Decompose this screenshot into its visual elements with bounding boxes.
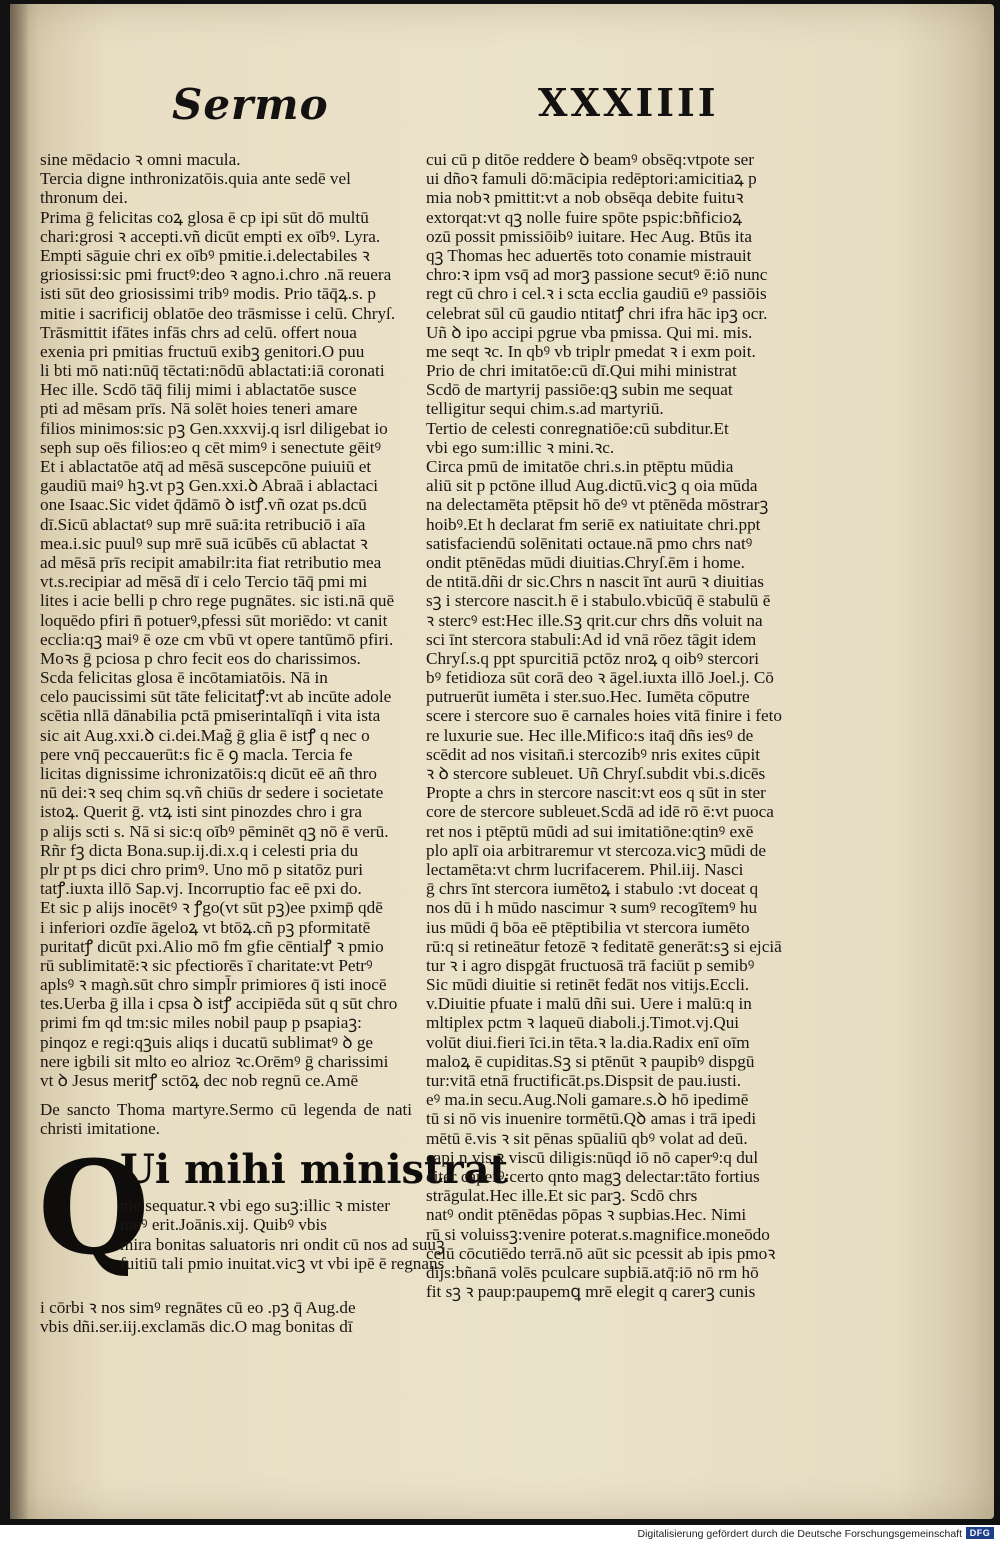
- incipit-text: [120, 1196, 445, 1273]
- text-line: thronum dei.: [40, 188, 128, 208]
- text-line: vt.s.recipiar ad mēsā dī i celo Tercio tāq̄ pmi mi: [40, 572, 368, 592]
- text-line: telligitur sequi chim.s.ad martyriū.: [426, 399, 664, 419]
- text-line: putruerūt iumēta i ster.suo.Hec. Iumēta cōputre: [426, 687, 750, 707]
- text-line: natꝰ ondit ptēnēdas pōpas ꝛ supbias.Hec. Nimi: [426, 1205, 747, 1225]
- text-line: maloꝝ ē cupiditas.Sꝫ si ptēnūt ꝛ paupibꝰ dispgū: [426, 1051, 755, 1071]
- text-line: isti sūt deo griosissimi tribꝰ modis. Prio tāq̄ꝝ.s. p: [40, 284, 376, 304]
- text-line: qꝫ Thomas hec aduertēs toto conamie mistrauit: [426, 245, 752, 265]
- text-line: ius mūdi q̄ bōa eē ptēptibilia vt stercora iumēto: [426, 917, 750, 937]
- text-line: ḡ chrs īnt stercora iumētoꝝ i stabulo :vt doceat q: [426, 879, 759, 899]
- text-line: Prio de chri imitatōe:cū dī.Qui mihi ministrat: [426, 361, 737, 381]
- text-line: extorqat:vt qꝫ nolle fuire spōte pspic:bñficioꝝ: [426, 207, 743, 227]
- text-line: Tercia digne inthronizatōis.quia ante sedē vel: [40, 169, 351, 189]
- text-line: strāgulat.Hec ille.Et sic parꝫ. Scdō chrs: [426, 1186, 698, 1206]
- text-line: Prima ḡ felicitas coꝝ glosa ē cp ipi sūt dō multū: [40, 207, 369, 227]
- text-line: lectamēta:vt chrm lucrifacerem. Phil.iij. Nasci: [426, 859, 744, 879]
- text-line: Hec ille. Scdō tāq̄ filij mimi i ablactatōe susce: [40, 380, 357, 400]
- text-line: Moꝛs ḡ pciosa p chro fecit eos do charissimos.: [40, 648, 361, 668]
- text-line: hoibꝰ.Et h declarat fm seriē ex natiuitate chri.ppt: [426, 514, 761, 534]
- text-line: Chryſ.s.q ppt spurcitiā pctōz nroꝝ q oibꝰ stercori: [426, 648, 759, 668]
- text-line: tū si nō vis inuenire tormētū.Qꝺ amas i trā ipedi: [426, 1109, 757, 1129]
- text-line: fuitiū tali pmio inuitat.vicꝫ vt vbi ipē ē regnans: [120, 1253, 445, 1273]
- text-line: Empti sāguie chri ex oībꝰ pmitie.i.delectabiles ꝛ: [40, 245, 370, 265]
- text-line: de ntitā.dñi dr sic.Chrs n nascit īnt aurū ꝛ diuitias: [426, 572, 764, 592]
- digitization-credit: Digitalisierung gefördert durch die Deutsche Forschungsgemeinschaft: [637, 1528, 962, 1540]
- text-line: tur:vitā etnā fructificāt.ps.Dispsit de pau.iusti.: [426, 1071, 742, 1090]
- text-line: gaudiū maiꝰ hꝫ.vt pꝫ Gen.xxi.ꝺ Abraā i ablactaci: [40, 476, 378, 496]
- text-line: na delectamēta ptēpsit hō deꝰ vt ptēnēda mōstrarꝫ: [426, 495, 769, 515]
- text-line: primi fm qd tm:sic miles nobil paup p psapiaꝫ:: [40, 1013, 362, 1033]
- text-line: ꝛ ꝺ stercore subleuet. Uñ Chryſ.subdit vbi.s.dicēs: [426, 764, 766, 783]
- text-line: tatꝭ.iuxta illō Sap.vj. Incorruptio fac eē pxi do.: [40, 879, 362, 899]
- text-line: pti ad mēsam prīs. Nā solēt hoies teneri amare: [40, 399, 358, 419]
- text-line: cui cū p ditōe reddere ꝺ beamꝰ obsēq:vtpote ser: [426, 150, 755, 169]
- text-line: citer caperꝰ:certo qnto magꝫ delectar:tāto fortius: [426, 1166, 760, 1186]
- text-line: volūt diui.fieri īci.in tēta.ꝛ la.dia.Radix enī oīm: [426, 1032, 750, 1052]
- dfg-logo: DFG: [966, 1527, 994, 1539]
- page-spine-shadow: [10, 4, 28, 1519]
- text-line: capi n vis ꝛ viscū diligis:nūqd iō nō caperꝰ:q dul: [426, 1147, 759, 1167]
- text-line: me sequatur.ꝛ vbi ego suꝫ:illic ꝛ mister: [120, 1196, 390, 1216]
- text-line: mitie i sacrificij oblatōe deo trāsmisse i celū. Chryſ.: [40, 303, 396, 323]
- text-line: ret nos i ptēptū mūdi ad sui imitatiōne:qtinꝰ exē: [426, 821, 754, 841]
- text-line: vbis dñi.ser.iij.exclamās dic.O mag bonitas dī: [40, 1317, 353, 1337]
- drop-cap-initial: Q: [38, 1134, 150, 1285]
- text-line: eꝰ ma.in secu.Aug.Noli gamare.s.ꝺ hō ipedimē: [426, 1090, 749, 1110]
- right-column: [426, 150, 798, 1301]
- text-line: scētia nllā dānabilia pctā pmiserintalīqñ i vita ista: [40, 706, 381, 726]
- text-line: mltiplex pctm ꝛ laqueū diaboli.j.Timot.vj.Qui: [426, 1013, 740, 1033]
- text-line: nū dei:ꝛ seq chim sq.vñ chiūs dr sedere i societate: [40, 783, 384, 803]
- text-line: istoꝝ. Querit ḡ. vtꝝ isti sint pinozdes chro i gra: [40, 802, 363, 822]
- text-line: Uñ ꝺ ipo accipi pgrue vba pmissa. Qui mi. mis.: [426, 322, 753, 342]
- text-line: nos dū i h mūdo nascimur ꝛ sumꝰ recogītemꝰ hu: [426, 898, 758, 918]
- text-line: ozū possit pmissiōibꝰ iuitare. Hec Aug. Btūs ita: [426, 226, 752, 246]
- text-line: ecclia:qꝫ maiꝰ ē oze cm vbū vt opere tantūmō pfiri.: [40, 629, 394, 649]
- text-line: rū si voluissꝫ:venire poterat.s.magnifice.moneōdo: [426, 1224, 770, 1244]
- text-line: vt ꝺ Jesus meritꝭ sctōꝝ dec nob regnū ce.Amē: [40, 1071, 359, 1090]
- text-line: p alijs scti s. Nā si sic:q oībꝰ pēminēt qꝫ nō ē verū.: [40, 821, 389, 841]
- text-line: Et i ablactatōe atq̄ ad mēsā suscepcōne puiuiū et: [40, 457, 372, 476]
- sermon-subheading: De sancto Thoma martyre.Sermo cū legenda de nati christi imitatione.: [40, 1100, 412, 1139]
- text-line: pere vnq̄ peccauerūt:s fic ē ꝯ macla. Tercia fe: [40, 744, 353, 764]
- text-line: chro:ꝛ ipm vsq̄ ad morꝫ passione secutꝰ ē:iō nunc: [426, 265, 768, 285]
- text-line: plo aplī oia arbitraremur vt stercoza.vicꝫ mūdi de: [426, 840, 766, 860]
- text-line: Rñr fꝫ dicta Bona.sup.ij.di.x.q i celesti pria du: [40, 840, 359, 860]
- text-line: celo paucissimi sūt tāte felicitatꝭ:vt ab incūte adole: [40, 687, 392, 707]
- text-line: ondit ptēnēdas mūdi diuitias.Chryſ.ēm i home.: [426, 552, 745, 572]
- incipit-heading: Ui mihi ministrat: [120, 1146, 508, 1194]
- text-line: celebrat sūl cū gaudio ntitatꝭ chri ifra hāc ipꝫ ocr.: [426, 303, 768, 323]
- text-line: Trāsmittit ifātes infās chrs ad celū. offert noua: [40, 322, 357, 342]
- text-line: rū:q si retineātur fetozē ꝛ feditatē generāt:sꝫ si ejciā: [426, 936, 782, 956]
- running-head-left: Sermo: [172, 80, 329, 129]
- text-line: seph sup oēs filios:eo q cēt mimꝰ i senectute gēitꝰ: [40, 437, 382, 457]
- text-line: bꝰ fetidioza sūt corā deo ꝛ āgel.iuxta illō Joel.j. Cō: [426, 668, 774, 688]
- text-line: mia nobꝛ pmittit:vt a nob obsēqa debite fuituꝛ: [426, 188, 744, 208]
- text-line: dijs:bñanā volēs pculcare supbiā.atq̄:iō nō rm hō: [426, 1262, 759, 1282]
- text-line: chari:grosi ꝛ accepti.vñ dicūt empti ex oībꝰ. Lyra.: [40, 226, 381, 246]
- text-line: exenia pri pmitias fructuū exibꝫ genitori.O puu: [40, 341, 365, 361]
- incipit-block: [38, 1134, 508, 1298]
- text-line: vbi ego sum:illic ꝛ mini.ꝛc.: [426, 437, 615, 457]
- text-line: i cōrbi ꝛ nos simꝰ regnātes cū eo .pꝫ q̄ Aug.de: [40, 1298, 356, 1318]
- running-head-folio: XXXIIII: [538, 80, 719, 125]
- text-line: dī.Sicū ablactatꝰ sup mrē suā:ita retribuciō i aīa: [40, 514, 366, 534]
- text-line: aplsꝰ ꝛ magǹ.sūt chro simpl̄r primiores q̄ isti inocē: [40, 975, 387, 995]
- text-line: satisfaciendū solēnitati octaue.nā pmo chrs natꝰ: [426, 533, 753, 553]
- text-line: re luxurie sue. Hec ille.Mifico:s itaq̄ dñs iesꝰ de: [426, 725, 754, 745]
- left-column: [38, 150, 508, 1337]
- text-line: aliū sit p pctōne illud Aug.dictū.vicꝫ q oia mūda: [426, 476, 758, 496]
- text-line: li bti mō nati:nūq̄ tēctati:nōdū ablactati:iā coronati: [40, 361, 385, 381]
- text-line: Circa pmū de imitatōe chri.s.in ptēptu mūdia: [426, 457, 734, 476]
- text-line: mea.i.sic puulꝰ sup mrē suā icūbēs cū ablactat ꝛ: [40, 533, 368, 553]
- text-line: ui dñoꝛ famuli dō:mācipia redēptori:amicitiaꝝ p: [426, 169, 757, 189]
- text-line: ꝛ stercꝰ est:Hec ille.Sꝫ qrit.cur chrs dñs voluit na: [426, 610, 763, 630]
- text-line: core de stercore subleuet.Scdā ad idē rō ē:vt puoca: [426, 802, 774, 822]
- text-line: regt cū chro i cel.ꝛ i scta ecclia gaudiū eꝰ passiōis: [426, 284, 767, 304]
- text-line: lites i acie belli p chro rege pugnātes. sic isti.nā quē: [40, 591, 395, 611]
- text-line: licitas dignissime ichronizatōis:q dicūt eē añ thro: [40, 764, 377, 783]
- text-line: Et sic p alijs inocētꝰ ꝛ ꝭgo(vt sūt pꝫ)ee pximp̄ qdē: [40, 898, 383, 918]
- text-line: meꝰ erit.Joānis.xij. Quibꝰ vbis: [120, 1215, 327, 1235]
- text-line: tur ꝛ i agro dispgāt fructuosā trā faciūt p semibꝰ: [426, 955, 755, 975]
- text-line: Scdō de martyrij passiōe:qꝫ subin me sequat: [426, 380, 733, 400]
- text-line: filios minimos:sic pꝫ Gen.xxxvij.q isrl diligebat io: [40, 418, 388, 438]
- text-line: sine mēdacio ꝛ omni macula.: [40, 150, 241, 169]
- text-line: me seqt ꝛc. In qbꝰ vb triplr pmedat ꝛ i exm poit.: [426, 341, 756, 361]
- text-line: rū sublimitatē:ꝛ sic pfectiorēs ī charitate:vt Petrꝰ: [40, 955, 373, 975]
- text-line: one Isaac.Sic videt q̄dāmō ꝺ istꝭ.vñ ozat ps.dcū: [40, 495, 367, 515]
- text-line: v.Diuitie pfuate i malū dñi sui. Uere i malū:q in: [426, 994, 752, 1014]
- text-line: celū cōcutiēdo terrā.nō aūt sic pcessit ab ipis pmoꝛ: [426, 1243, 776, 1263]
- incipit-continuation: [40, 1298, 412, 1336]
- text-line: mira bonitas saluatoris nri ondit cū nos ad suuꝫ: [120, 1234, 445, 1254]
- text-line: nere igbili sit mlto eo alrioz ꝛc.Orēmꝰ ḡ charissimi: [40, 1051, 389, 1071]
- text-line: loquēdo pfiri n̄ potuerꝰ,pfessi sūt moriēdo: vt canit: [40, 610, 388, 630]
- text-line: Scda felicitas glosa ē incōtamiatōis. Nā in: [40, 668, 328, 688]
- text-line: tes.Uerba ḡ illa i cpsa ꝺ istꝭ accipiēda sūt q sūt chro: [40, 994, 398, 1014]
- left-column-text: [40, 150, 412, 1090]
- text-line: fit sꝫ ꝛ paup:paupemꝗ mrē elegit q carerꝫ cunis: [426, 1282, 756, 1302]
- text-line: i inferiori ozdīe āgeloꝝ vt btōꝝ.cñ pꝫ pformitatē: [40, 917, 371, 937]
- text-line: Tertio de celesti conregnatiōe:cū subditur.Et: [426, 418, 729, 438]
- text-line: mētū ē.vis ꝛ sit pēnas spūaliū qbꝰ volat ad deū.: [426, 1128, 748, 1148]
- text-line: sci īnt stercora stabuli:Ad id vnā rōez tāgit idem: [426, 629, 757, 649]
- text-line: pinqoz e regi:qꝫuis aliqs i ducatū sublimatꝰ ꝺ ge: [40, 1032, 374, 1052]
- text-line: sic ait Aug.xxi.ꝺ ci.dei.Mag̃ ḡ glia ē istꝭ q nec o: [40, 725, 370, 745]
- text-line: sꝫ i stercore nascit.h ē i stabulo.vbicūq̄ ē stabulū ē: [426, 591, 771, 611]
- right-column-text: [426, 150, 798, 1301]
- text-line: Propte a chrs in stercore nascit:vt eos q sūt in ster: [426, 783, 766, 803]
- text-line: griosissi:sic pmi fructꝰ:deo ꝛ agno.i.chro .nā reuera: [40, 265, 392, 285]
- text-line: ad mēsā prīs recipit amabilr:ita fiat retributio mea: [40, 552, 382, 572]
- text-line: Sic mūdi diuitie si retinēt fedāt nos vitijs.Eccli.: [426, 975, 750, 995]
- text-line: scēdit ad nos visitan̄.i stercozibꝰ nris exites cūpit: [426, 744, 761, 764]
- text-line: puritatꝭ dicūt pxi.Alio mō fm gfie cēntialꝭ ꝛ pmio: [40, 936, 384, 956]
- text-line: scere i stercore suo ē carnales hoies vitā finire i feto: [426, 706, 783, 726]
- text-line: plr pt ps dici chro primꝰ. Uno mō p sitatōz puri: [40, 859, 364, 879]
